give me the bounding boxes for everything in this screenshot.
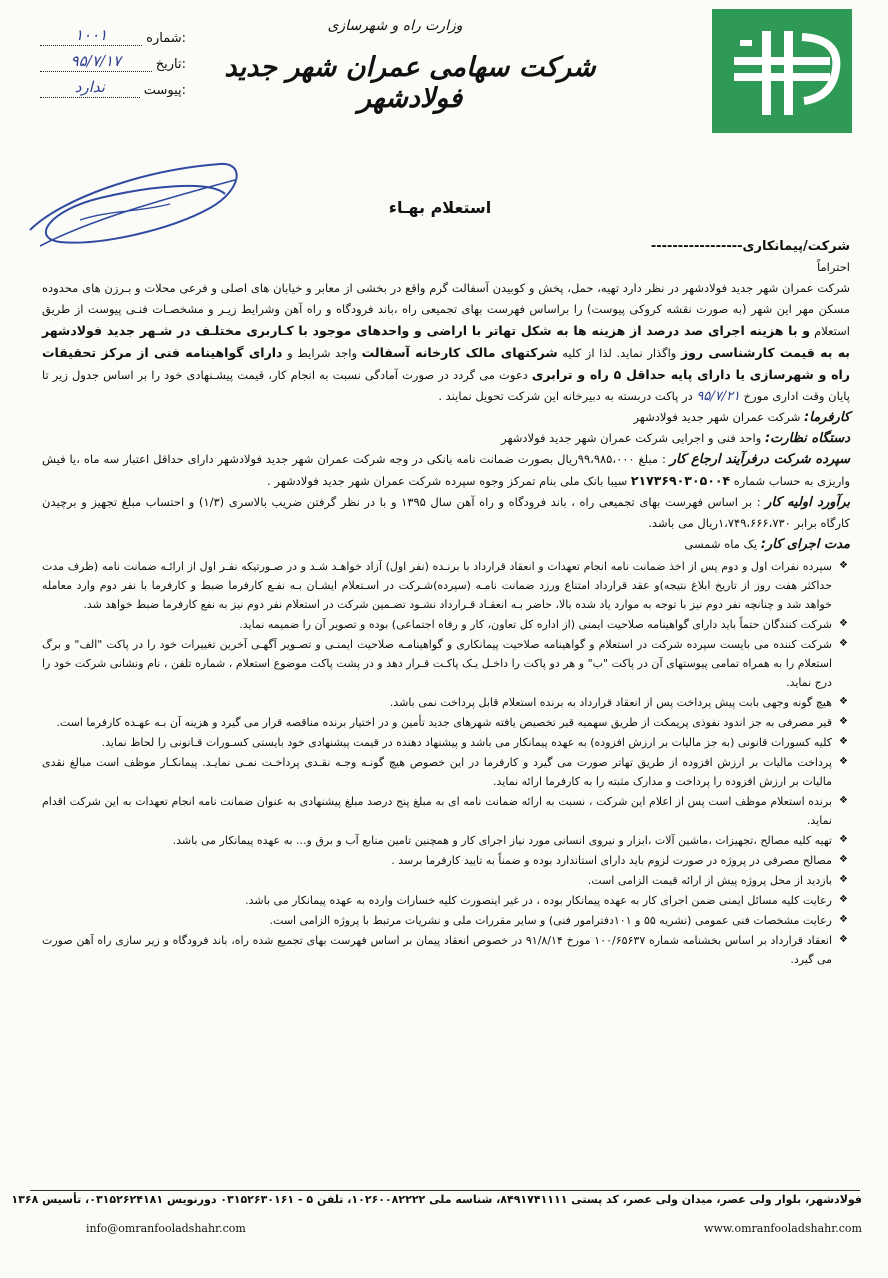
footer-address: فولادشهر، بلوار ولی عصر، میدان ولی عصر، کد پستی ۸۴۹۱۷۴۱۱۱۱، شناسه ملی ۱۰۲۶۰۰۸۲۲۲۲، تلفن ۵ - ۰۳۱۵۲۶۳۰۱۶۱ دورنویس ۰۳۱۵۲۶۲۴۱۸۱، تأسیس ۱۳۶۸ bbox=[11, 1193, 862, 1206]
list-item: ❖ سپرده نفرات اول و دوم پس از اخذ ضمانت نامه انجام تعهدات و انعقاد قرارداد با برنـده (نفر اول) آزاد خواهـد شـد و در صـورتیکه نفـر اول از ارائـه ضمانت نامه (ظرف مدت حداکثر هفت روز از تاریخ ابلاغ نتیجه)و عقد قرارداد امتناع ورزد ضمانت نامـه (سپرده)شـرکت در اسـتعلام ایشـان بـه نفـع کارفرما ضبط و کارفرما با نفر دوم وارد معامله خواهد شد و چنانچه نفر دوم نیز با توجه به موارد یاد شده بالا، حاضر بـه انعقـاد قـرارداد نشـود تضـمین شرکت در استعلام نفر دوم نیز به نفع کارفرما ضبط خواهد شد. bbox=[42, 560, 848, 611]
estimate-paragraph bbox=[42, 492, 850, 534]
date-value: ۹۵/۷/۱۷ bbox=[40, 51, 152, 72]
footer-divider bbox=[30, 1190, 860, 1191]
intro-text-4: دعوت می گردد در صورت آمادگی نسبت به انجام کار، قیمت پیشـنهادی خود را بر اساس جدول زیر تا پایان وقت اداری مورخ bbox=[42, 368, 850, 403]
intro-text-3: واجد شرایط و bbox=[282, 346, 362, 360]
list-item: ❖ برنده استعلام موظف است پس از اعلام این شرکت ، نسبت به ارائه ضمانت نامه ای به مبلغ پنج درصد مبلغ پیشنهادی به عنوان ضمانت نامه انجام تعهدات به این شرکت اقدام نماید. bbox=[42, 795, 848, 827]
list-item: ❖ مصالح مصرفی در پروژه در صورت لزوم باید دارای استاندارد بوده و ضمناً به تایید کارفرما برسد . bbox=[391, 854, 848, 867]
estimate-label: برآورد اولیه کار bbox=[765, 495, 850, 510]
list-item: ❖ تهیه کلیه مصالح ،تجهیزات ،ماشین آلات ،ابزار و نیروی انسانی مورد نیاز اجرای کار و همچنین تامین منابع آب و برق و... به عهده پیمانکار می باشد. bbox=[172, 834, 848, 847]
conditions-list bbox=[42, 557, 850, 969]
company-name: شرکت سهامی عمران شهر جدید فولادشهر bbox=[224, 52, 596, 114]
diamond-bullet-icon: ❖ bbox=[839, 854, 848, 865]
diamond-bullet-icon: ❖ bbox=[839, 874, 848, 885]
list-item: ❖ هیچ گونه وجهی بابت پیش پرداخت پس از انعقاد قرارداد به برنده استعلام قابل پرداخت نمی باشد. bbox=[389, 696, 848, 709]
list-item: ❖ بازدید از محل پروژه پیش از ارائه قیمت الزامی است. bbox=[587, 874, 848, 887]
company-logo bbox=[712, 9, 852, 133]
intro-text-2: واگذار نماید. لذا از کلیه bbox=[557, 346, 681, 360]
list-item: ❖ پرداخت مالیات بر ارزش افزوده از طریق تهاتر صورت می گیرد و کارفرما در این خصوص هیچ گونـه وجـه نقـدی پرداخـت نمـی نمایـد. پیمانکـار موظف است مبالغ نقدی مالیات بر ارزش افزوده را پرداخت و مدارک مثبته را به کارفرما ارائه نماید. bbox=[42, 756, 848, 788]
estimate-text: : بر اساس فهرست بهای تجمیعی راه ، باند فرودگاه و راه آهن سال ۱۳۹۵ و با در نظر گرفتن ضریب بالاسری (۱/۳) و احتساب مبلغ تجهیز و برچیدن کارگاه برابر ۱،۷۴۹،۶۶۶،۷۳۰ریال می باشد. bbox=[42, 495, 850, 530]
footer-email-link[interactable]: info@omranfooladshahr.com bbox=[86, 1222, 246, 1235]
diamond-bullet-icon: ❖ bbox=[839, 618, 848, 629]
employer-label: کارفرما: bbox=[804, 410, 850, 425]
list-item: ❖ رعایت مشخصات فنی عمومی (نشریه ۵۵ و ۱۰۱دفترامور فنی) و سایر مقررات ملی و نشریات مرتبط با پروژه الزامی است. bbox=[269, 914, 848, 927]
number-value: ۱۰۰۱ bbox=[40, 25, 142, 46]
document-body bbox=[42, 236, 850, 970]
list-item: ❖ رعایت کلیه مسائل ایمنی ضمن اجرای کار به عهده پیمانکار بوده ، در غیر اینصورت کلیه خسارات وارده به عهده پیمانکار می باشد. bbox=[245, 894, 848, 907]
list-item: ❖ شرکت کنندگان حتماً باید دارای گواهینامه صلاحیت ایمنی (از اداره کل تعاون، کار و رفاه اجتماعی) بوده و تصویر آن را ضمیمه نماید. bbox=[239, 618, 848, 631]
diamond-bullet-icon: ❖ bbox=[839, 736, 848, 747]
ministry-name: وزارت راه و شهرسازی bbox=[327, 18, 463, 34]
deposit-label: سپرده شرکت درفرآیند ارجاع کار bbox=[669, 452, 851, 467]
diamond-bullet-icon: ❖ bbox=[839, 696, 848, 707]
employer-line bbox=[42, 407, 850, 428]
diamond-bullet-icon: ❖ bbox=[839, 716, 848, 727]
document-title: استعلام بهـاء bbox=[388, 198, 492, 217]
supervisor-value: واحد فنی و اجرایی شرکت عمران شهر جدید فولادشهر bbox=[501, 431, 765, 445]
letter-meta bbox=[36, 20, 186, 98]
number-row bbox=[36, 20, 186, 46]
deadline-value: ۹۵/۷/۲۱ bbox=[696, 389, 741, 404]
attachment-label: :پیوست bbox=[143, 83, 186, 98]
deposit-text-2: سیبا بانک ملی بنام تمرکز وجوه سپرده شرکت عمران شهر جدید فولادشهر . bbox=[267, 474, 631, 488]
intro-bold-2: شرکتهای مالک کارخانه آسفالت bbox=[361, 345, 558, 360]
date-label: :تاریخ bbox=[155, 57, 186, 72]
deposit-account: ۲۱۷۳۶۹۰۳۰۵۰۰۴ bbox=[630, 473, 731, 488]
employer-value: شرکت عمران شهر جدید فولادشهر bbox=[633, 410, 805, 424]
attachment-row bbox=[36, 72, 186, 98]
salutation: احتراماً bbox=[817, 260, 850, 274]
duration-value: یک ماه شمسی bbox=[684, 537, 761, 551]
diamond-bullet-icon: ❖ bbox=[839, 560, 848, 571]
list-item: ❖ قیر مصرفی به جز اندود نفوذی پریمکت از طریق سهمیه قیر تخصیص یافته شهرهای جدید تأمین و در اختیار برنده مناقصه قرار می گیرد و هزینه آن بـه عهـده کارفرما است. bbox=[56, 716, 848, 729]
list-item: ❖ کلیه کسورات قانونی (به جز مالیات بر ارزش افزوده) به عهده پیمانکار می باشد و پیشنهاد دهنده در قیمت پیشنهادی خود بایستی کسـورات قـانونی را لحاظ نماید. bbox=[101, 736, 848, 749]
intro-bold-3: دارای گواهینامه فنی از مرکز تحقیقات راه و شهرسازی یا دارای پایه حداقل ۵ راه و ترابری bbox=[42, 345, 850, 382]
logo-emblem-icon bbox=[712, 9, 852, 133]
intro-paragraph bbox=[42, 278, 850, 407]
intro-bold-1: و با هزینه اجرای صد درصد از هزینه ها به شکل تهاتر با اراضی و واحدهای موجود با کـاربری مختلـف در شـهر جدید فولادشهر به به قیمت کارشناسی روز bbox=[42, 323, 850, 360]
supervisor-label: دستگاه نظارت: bbox=[764, 431, 850, 446]
date-row bbox=[36, 46, 186, 72]
contractor-line: شرکت/پیمانکاری----------------- bbox=[650, 239, 850, 254]
intro-text-5: در پاکت دربسته به دبیرخانه این شرکت تحویل نمایند . bbox=[438, 389, 697, 403]
duration-line bbox=[42, 534, 850, 555]
footer-website-link[interactable]: www.omranfooladshahr.com bbox=[704, 1222, 862, 1235]
diamond-bullet-icon: ❖ bbox=[839, 795, 848, 806]
supervisor-line bbox=[42, 428, 850, 449]
list-item: ❖ انعقاد قرارداد بر اساس بخشنامه شماره ۱۰۰/۶۵۶۳۷ مورخ ۹۱/۸/۱۴ در خصوص انعقاد پیمان بر اساس فهرست بهای تجمیع شده راه، باند فرودگاه و زیر سازی راه آهن صورت می گیرد. bbox=[42, 934, 848, 966]
deposit-text-1: : مبلغ ۹۹،۹۸۵،۰۰۰ریال بصورت ضمانت نامه بانکی در وجه شرکت عمران شهر جدید فولادشهر دارای حداقل اعتبار سه ماه ،یا فیش واریزی به حساب شماره bbox=[42, 452, 850, 488]
diamond-bullet-icon: ❖ bbox=[839, 894, 848, 905]
list-item: ❖ شرکت کننده می بایست سپرده شرکت در استعلام و گواهینامه صلاحیت پیمانکاری و گواهینامـه صلاحیت ایمنـی و تصـویر آگهـی آخرین تغییرات خود را در پاکت "الف" و برگ استعلام را به همراه تمامی پیوستهای آن در پاکت "ب" و هر دو پاکت را داخـل یـک پاکـت قـرار دهد و در پشت پاکت موضوع استعلام ، شماره تلفن ، نام ونشانی شرکت خود را درج نماید. bbox=[42, 638, 848, 689]
diamond-bullet-icon: ❖ bbox=[839, 638, 848, 649]
deposit-paragraph bbox=[42, 449, 850, 492]
duration-label: مدت اجرای کار: bbox=[760, 537, 850, 552]
diamond-bullet-icon: ❖ bbox=[839, 914, 848, 925]
diamond-bullet-icon: ❖ bbox=[839, 934, 848, 945]
intro-text-1: شرکت عمران شهر جدید فولادشهر در نظر دارد تهیه، حمل، پخش و کوبیدن آسفالت گرم واقع در بخشی از معابر و خیابان های اصلی و فرعی محلات و بـرزن های محدوده مسکن مهر این شهر (به صورت نقشه کروکی پیوست) را براساس فهرست بهای تجمیعی راه ،باند فرودگاه و راه آهن وشرایط زیـر و مشخصـات فنـی پیوست از طریق استعلام bbox=[42, 281, 850, 338]
number-label: :شماره bbox=[146, 31, 186, 46]
diamond-bullet-icon: ❖ bbox=[839, 756, 848, 767]
diamond-bullet-icon: ❖ bbox=[839, 834, 848, 845]
attachment-value: ندارد bbox=[40, 77, 140, 98]
